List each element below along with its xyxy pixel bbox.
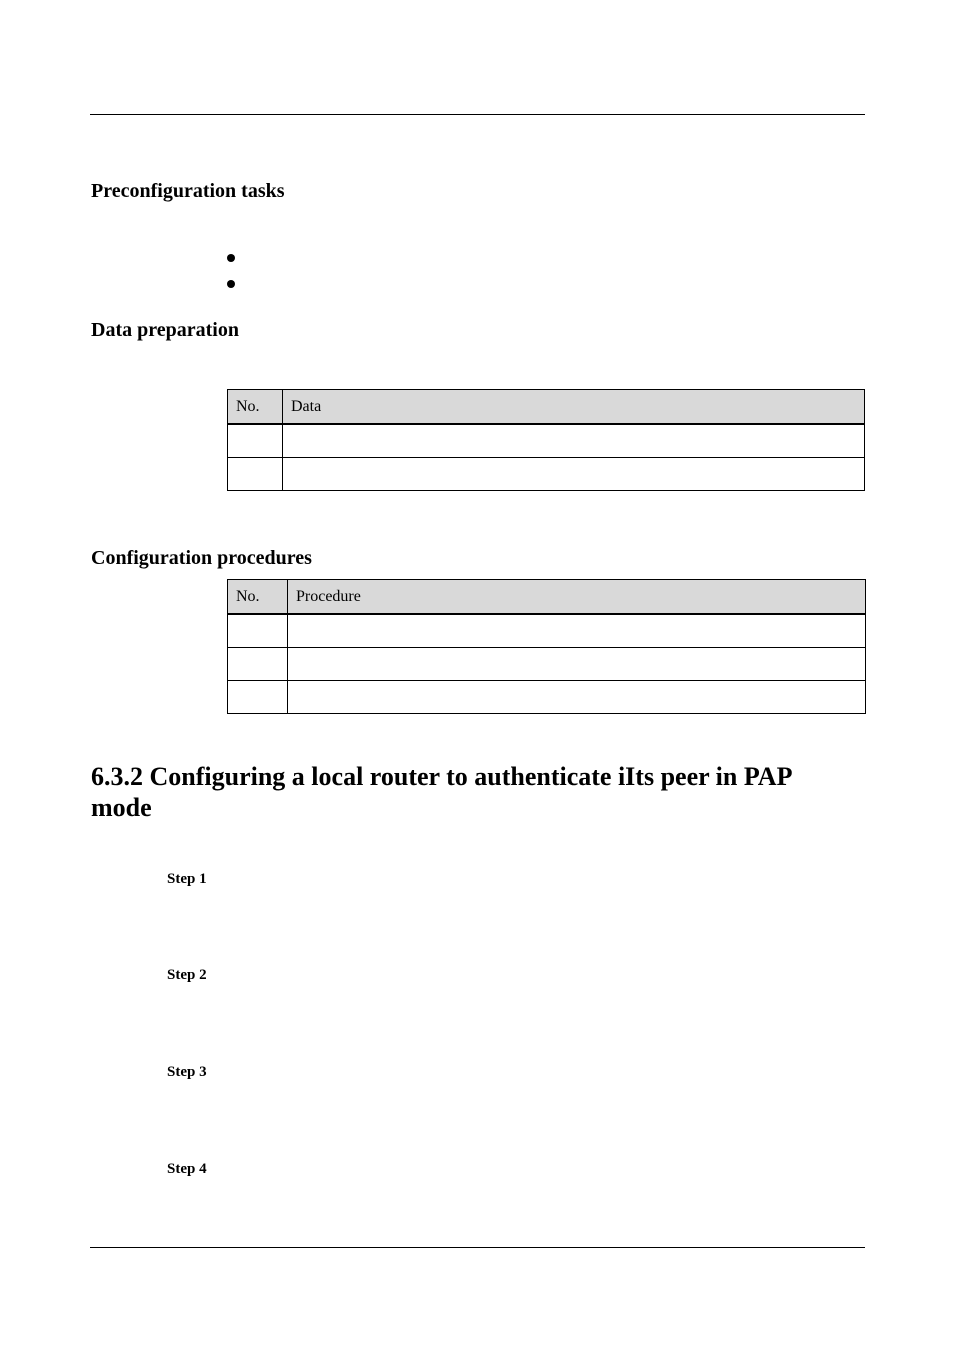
table-row [228,648,866,681]
table-header-row [228,390,865,425]
table-cell [228,648,288,681]
data-preparation-table [227,389,865,491]
step-label: Step 2 [167,967,207,983]
table-cell [288,614,866,648]
table-cell [228,424,283,458]
step-label: Step 1 [167,871,207,887]
table-cell [288,681,866,714]
step-label: Step 4 [167,1161,207,1177]
table-row [228,614,866,648]
table-header-row [228,580,866,615]
column-header-procedure: Procedure [288,580,866,615]
table-row [228,424,865,458]
table-row [228,681,866,714]
table-cell [228,458,283,491]
table-cell [283,424,865,458]
step-label: Step 3 [167,1064,207,1080]
column-header-no: No. [228,390,283,425]
footer-rule [90,1247,865,1248]
table-cell [283,458,865,491]
section-title: 6.3.2 Configuring a local router to authenticate iIts peer in PAP mode [91,762,792,822]
configuration-procedures-table [227,579,866,714]
bullet-icon [227,254,235,262]
preconfiguration-heading: Preconfiguration tasks [91,180,285,202]
table-cell [288,648,866,681]
header-rule [90,114,865,115]
table-cell [228,681,288,714]
column-header-data: Data [283,390,865,425]
table-row [228,458,865,491]
table-cell [228,614,288,648]
bullet-icon [227,280,235,288]
configuration-procedures-heading: Configuration procedures [91,547,312,569]
data-preparation-heading: Data preparation [91,319,239,341]
column-header-no: No. [228,580,288,615]
